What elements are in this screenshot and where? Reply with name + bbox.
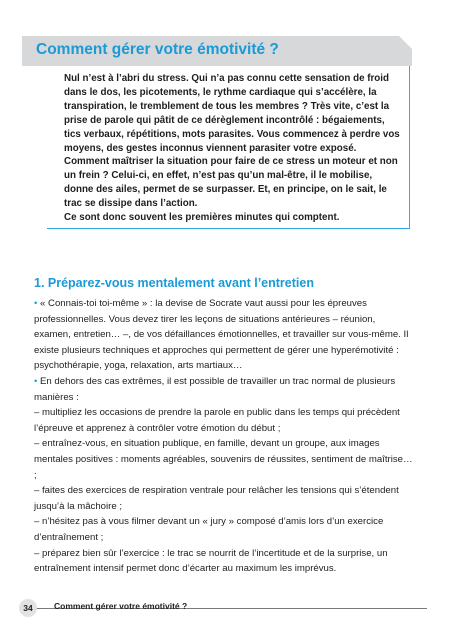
bullet-icon: •	[34, 298, 38, 309]
section-heading: 1. Préparez-vous mentalement avant l’entretien	[34, 276, 314, 290]
intro-paragraph: Comment maîtriser la situation pour faire de ce stress un moteur et non un frein ? Celui-ci, en effet, n’est pas qu’un mal-être, il le mobilise, donne des ailes, permet de se surpasser. Et, en principe, on le sait, le trac se dissipe dans l’action.	[64, 156, 398, 210]
bullet-paragraph	[34, 374, 414, 405]
section-body	[34, 296, 414, 577]
list-item: – préparez bien sûr l’exercice : le trac se nourrit de l’incertitude et de la surprise, un entraînement intensif permet donc d’écarter au maximum les imprévus.	[34, 547, 388, 575]
bullet-paragraph	[34, 296, 414, 374]
bullet-icon: •	[34, 375, 38, 387]
page-title: Comment gérer votre émotivité ?	[36, 41, 279, 58]
list-item: – multipliez les occasions de prendre la parole en public dans les temps qui précèdent l’épreuve et apprenez à contrôler votre émotion du début ;	[34, 407, 400, 434]
bullet-text: « Connais-toi toi-même » : la devise de Socrate vaut aussi pour les épreuves professionnelles. Vous devez tirer les leçons de situations antérieures – réunion, examen, entretien… –, de vos défaillances émotionnelles, et travailler sur vous-même. Il existe plusieurs techniques et approches qui permettent de gérer une hyperémotivité : psychothérapie, yoga, relaxation, arts martiaux…	[34, 298, 409, 372]
intro-paragraph: Nul n’est à l’abri du stress. Qui n’a pas connu cette sensation de froid dans le dos, les picotements, le rythme cardiaque qui s’accélère, la transpiration, le tremblement de tous les membres ? Très vite, c’est la prise de parole qui pâtit de ce dérèglement incontrôlé : bégaiements, tics verbaux, répétitions, mots parasites. Vous commencez à perdre vos moyens, des gestes inconnus viennent parasiter votre exposé.	[64, 73, 400, 154]
list-item: – n’hésitez pas à vous filmer devant un « jury » composé d’amis lors d’un exercice d’entraînement ;	[34, 516, 384, 543]
intro-text	[64, 72, 402, 225]
intro-paragraph: Ce sont donc souvent les premières minutes qui comptent.	[64, 212, 340, 224]
list-item: – entraînez-vous, en situation publique, en famille, devant un groupe, aux images mentales positives : moments agréables, souvenirs de réussites, sentiment de maîtrise… ;	[34, 438, 413, 481]
page-number: 34	[19, 599, 37, 617]
footer-title: Comment gérer votre émotivité ?	[54, 601, 188, 611]
list-item: – faites des exercices de respiration ventrale pour relâcher les tensions qui s’étendent jusqu’à la mâchoire ;	[34, 485, 399, 512]
bullet-text: En dehors des cas extrêmes, il est possible de travailler un trac normal de plusieurs manières :	[34, 375, 396, 403]
